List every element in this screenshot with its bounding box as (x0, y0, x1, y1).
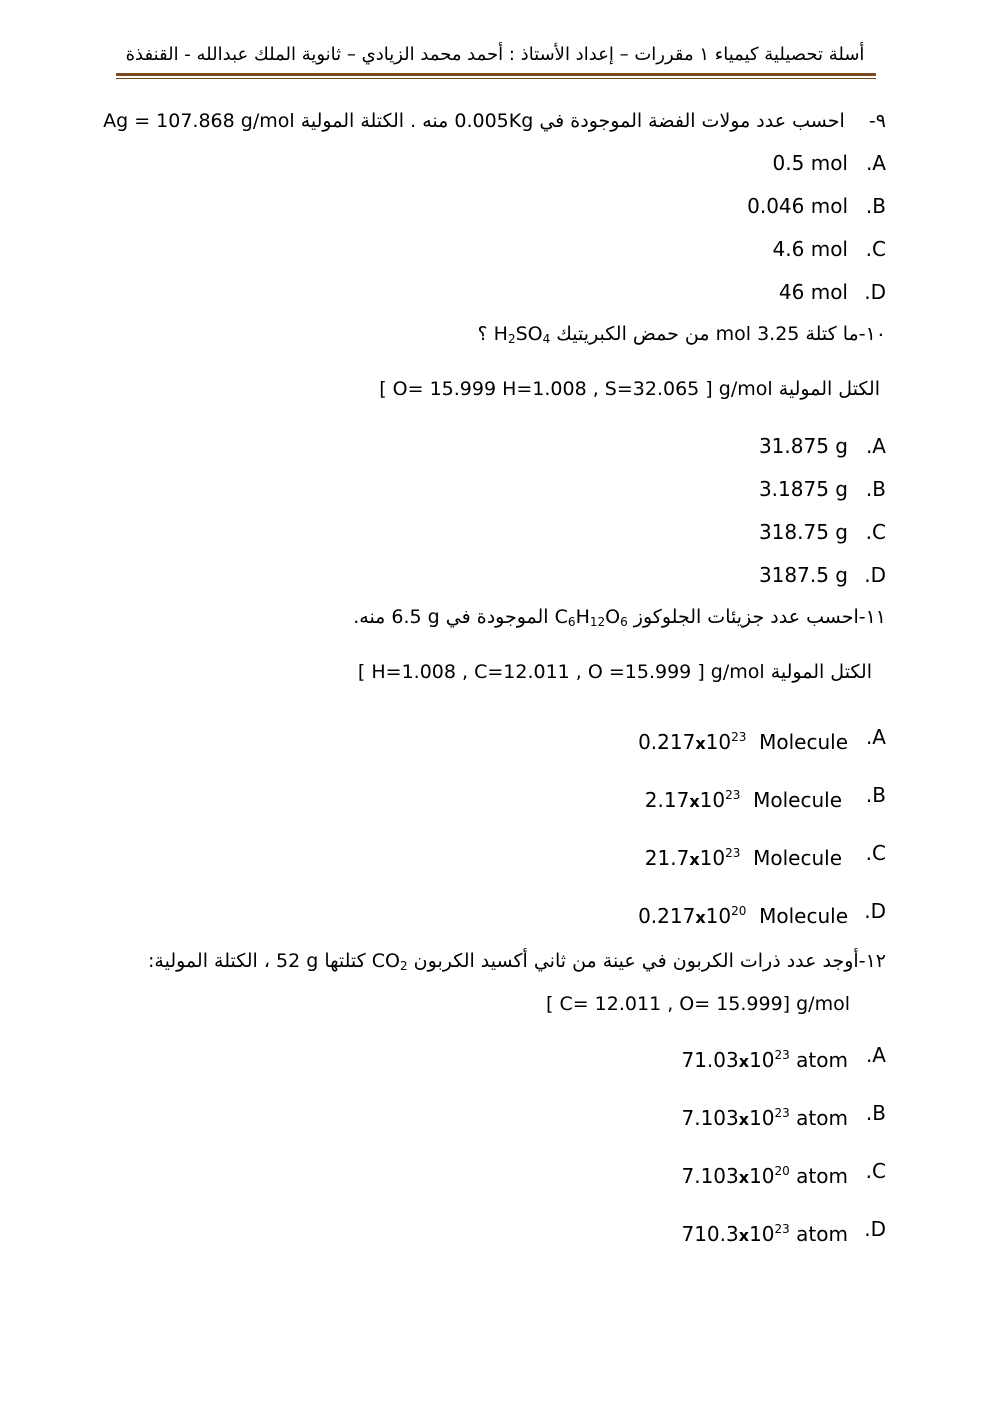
molar-label: الكتل المولية (770, 661, 872, 683)
option-value: $2.17x10^{23}$ Molecule (644, 788, 842, 812)
question-number: ٩- (868, 110, 886, 132)
option-letter: .C (865, 237, 886, 261)
formula-co2: $CO_2$ (371, 950, 408, 973)
option-value: 0.046 mol (747, 194, 848, 218)
header-rule-thick (116, 73, 876, 76)
option-letter: .C (865, 841, 886, 865)
question-text: احسب عدد جزيئات الجلوكوز (633, 606, 859, 628)
question-text-2: منه . الكتلة المولية (300, 110, 449, 132)
question-11 (353, 604, 886, 635)
option-letter: .A (865, 151, 886, 175)
option-value: $21.7x10^{23}$ Molecule (644, 846, 842, 870)
option-value: $71.03x10^{23}$ atom (681, 1048, 848, 1072)
option-value: $7.103x10^{23}$ atom (681, 1106, 848, 1130)
question-10 (478, 321, 886, 352)
option-letter: .D (864, 1217, 886, 1241)
option-value: 3.1875 g (758, 477, 848, 501)
formula-h2so4: $H_2SO_4$ (493, 323, 551, 346)
option-value: $7.103x10^{20}$ atom (681, 1164, 848, 1188)
option-value: 31.875 g (758, 434, 848, 458)
option-letter: .B (865, 194, 886, 218)
question-text: ما كتلة (805, 323, 859, 345)
question-text-3: ، الكتلة المولية: (148, 950, 270, 972)
question-number: ١٠- (858, 323, 886, 345)
option-value: $710.3x10^{23}$ atom (681, 1222, 848, 1246)
question-mark: ؟ (477, 323, 488, 345)
molar-values: [ H=1.008 , C=12.011 , O =15.999 ] g/mol (357, 661, 765, 683)
option-letter: .B (865, 1101, 886, 1125)
question-12 (148, 948, 886, 979)
amount-value: 3.25 mol (715, 323, 800, 345)
option-value: 46 mol (778, 280, 848, 304)
option-letter: .A (865, 434, 886, 458)
option-value: 3187.5 g (758, 563, 848, 587)
question-text-2: كتلتها (324, 950, 366, 972)
question-text-3: منه. (353, 606, 386, 628)
mass-value: 52 g (276, 950, 319, 972)
question-text-2: الموجودة في (445, 606, 549, 628)
option-letter: .A (865, 725, 886, 749)
option-letter: .C (865, 1159, 886, 1183)
question-text-2: من حمض الكبريتيك (556, 323, 710, 345)
option-value: 318.75 g (758, 520, 848, 544)
formula-glucose: $C_6H_{12}O_6$ (554, 606, 628, 629)
molar-mass: Ag = 107.868 g/mol (103, 110, 295, 132)
question-text: احسب عدد مولات الفضة الموجودة في (539, 110, 845, 132)
mass-value: 0.005Kg (454, 110, 534, 132)
molar-values: [ O= 15.999 H=1.008 , S=32.065 ] g/mol (379, 378, 773, 400)
mass-value: 6.5 g (391, 606, 440, 628)
option-value: 4.6 mol (772, 237, 848, 261)
option-value: 0.5 mol (772, 151, 848, 175)
question-number: ١١- (858, 606, 886, 628)
option-value: $0.217x10^{20}$ Molecule (638, 904, 848, 928)
header-rule-thin (116, 78, 876, 79)
option-letter: .D (864, 563, 886, 587)
option-letter: .C (865, 520, 886, 544)
q10-molar-masses (379, 376, 880, 402)
q12-molar-masses: [ C= 12.011 , O= 15.999] g/mol (546, 993, 850, 1015)
question-number: ١٢- (858, 950, 886, 972)
option-letter: .B (865, 783, 886, 807)
option-value: $0.217x10^{23}$ Molecule (638, 730, 848, 754)
option-letter: .B (865, 477, 886, 501)
option-letter: .D (864, 899, 886, 923)
option-letter: .A (865, 1043, 886, 1067)
question-9 (103, 108, 886, 134)
question-text: أوجد عدد ذرات الكربون في عينة من ثاني أكسيد الكربون (413, 950, 859, 972)
option-letter: .D (864, 280, 886, 304)
molar-label: الكتل المولية (778, 378, 880, 400)
q11-molar-masses (358, 659, 872, 685)
page-header: أسلة تحصيلية كيمياء ١ مقررات – إعداد الأستاذ : أحمد محمد الزيادي – ثانوية الملك عبدالله - القنفذة (125, 44, 865, 65)
